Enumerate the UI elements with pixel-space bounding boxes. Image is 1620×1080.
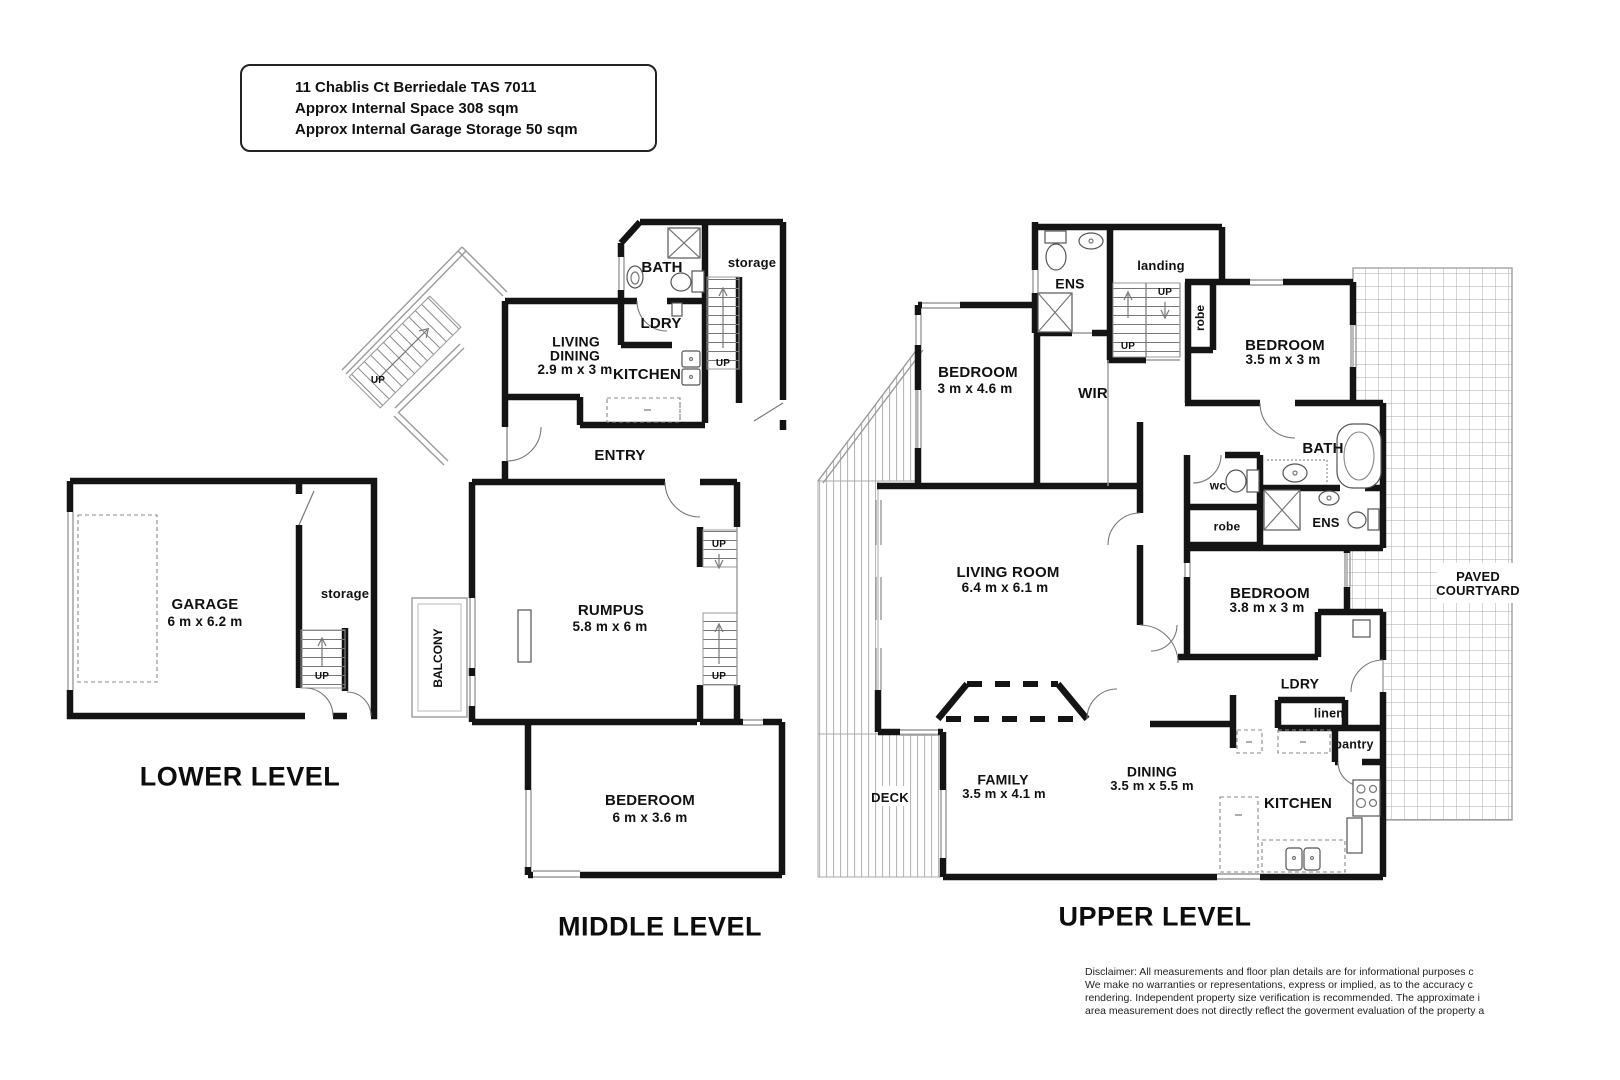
room-dims-bedroom-top: 3.5 m x 3 m [1245, 351, 1321, 367]
laundry-tub-icon [672, 303, 682, 316]
room-label-storage-lower: storage [320, 586, 370, 602]
up-label: UP [1120, 340, 1136, 352]
room-label-dining-upper: DINING [1126, 763, 1178, 780]
room-label-ens-top: ENS [1055, 275, 1085, 292]
room-label-wir: WIR [1078, 385, 1108, 403]
kitchen-counter [607, 398, 680, 422]
sink-icon [1319, 491, 1339, 505]
room-label-bedroom-middle: BEDEROOM [605, 792, 695, 810]
room-dims-living-room: 6.4 m x 6.1 m [961, 579, 1049, 595]
room-dims-rumpus: 5.8 m x 6 m [572, 618, 648, 634]
room-label-landing: landing [1137, 258, 1185, 274]
room-label-bedroom-left: BEDROOM [938, 364, 1018, 382]
stove-icon [1353, 780, 1380, 816]
stairs-external [342, 247, 507, 465]
sink-icon [1079, 233, 1103, 249]
room-label-kitchen-middle: KITCHEN [612, 366, 682, 384]
room-dims-bedroom-left: 3 m x 4.6 m [937, 380, 1013, 396]
disclaimer-line: rendering. Independent property size verification is recommended. The approximate i [1085, 992, 1480, 1004]
room-label-bedroom-top: BEDROOM [1245, 337, 1325, 355]
room-label-balcony: BALCONY [431, 628, 445, 688]
room-label-garage: GARAGE [171, 596, 239, 614]
kitchen-sink-icon [1286, 848, 1320, 870]
room-label-entry: ENTRY [594, 447, 646, 465]
room-label-deck: DECK [871, 790, 909, 806]
room-dims-dining-upper: 3.5 m x 5.5 m [1110, 778, 1194, 794]
level-title-lower: LOWER LEVEL [139, 761, 341, 792]
level-title-upper: UPPER LEVEL [1058, 901, 1252, 932]
toilet-icon [1045, 231, 1066, 270]
room-label-living-room: LIVING ROOM [956, 564, 1060, 582]
room-dims-bedroom-right: 3.8 m x 3 m [1229, 599, 1305, 615]
room-label-wc: wc [1209, 478, 1227, 493]
room-label-robe-top: robe [1193, 304, 1207, 332]
up-label: UP [715, 357, 731, 369]
garage-storage-line: Approx Internal Garage Storage 50 sqm [295, 121, 578, 138]
shower-icon [1038, 293, 1072, 332]
room-dims-family: 3.5 m x 4.1 m [962, 786, 1046, 802]
room-label-living: LIVING [552, 333, 600, 350]
shower-icon [1264, 490, 1300, 530]
up-label: UP [370, 374, 386, 386]
room-label-storage-middle: storage [727, 255, 777, 271]
up-label: UP [711, 538, 727, 550]
room-label-bath-upper: BATH [1302, 440, 1344, 458]
room-label-ldry-middle: LDRY [640, 315, 682, 333]
level-title-middle: MIDDLE LEVEL [557, 911, 763, 942]
disclaimer-line: area measurement does not directly reflect the goverment evaluation of the property a [1085, 1005, 1485, 1017]
room-label-robe-mid: robe [1213, 519, 1241, 534]
disclaimer-line: We make no warranties or representations, express or implied, as to the accuracy c [1085, 979, 1473, 991]
room-label-bath-middle: BATH [641, 259, 683, 277]
garage-door-area [78, 515, 157, 682]
up-label: UP [1157, 286, 1173, 298]
room-label-courtyard-line2: COURTYARD [1436, 583, 1520, 599]
room-label-linen: linen [1313, 706, 1345, 721]
disclaimer-line: Disclaimer: All measurements and floor plan details are for informational purposes c [1085, 966, 1474, 978]
toilet-icon [1226, 470, 1259, 492]
kitchen-sink-icon [682, 351, 700, 367]
room-label-kitchen-upper: KITCHEN [1263, 795, 1333, 813]
room-label-courtyard-line1: PAVED [1456, 569, 1500, 585]
room-label-ens-mid: ENS [1312, 515, 1340, 531]
room-label-family: FAMILY [977, 771, 1029, 788]
up-label: UP [314, 670, 330, 682]
disclaimer-text [1085, 966, 1620, 1018]
sink-icon [1283, 464, 1307, 482]
room-label-pantry: pantry [1334, 737, 1374, 752]
kitchen-counter [1220, 797, 1258, 872]
room-label-rumpus: RUMPUS [577, 602, 645, 620]
header-box [240, 64, 657, 152]
cupboard [518, 610, 531, 662]
up-label: UP [711, 670, 727, 682]
room-label-bedroom-right: BEDROOM [1230, 585, 1310, 603]
toilet-icon [1348, 509, 1379, 530]
bay-divider [938, 684, 1117, 719]
room-label-ldry-upper: LDRY [1280, 675, 1320, 692]
internal-space-line: Approx Internal Space 308 sqm [295, 100, 519, 117]
room-dims-garage: 6 m x 6.2 m [167, 613, 243, 629]
shower-icon [668, 228, 700, 258]
laundry-tub-icon [1353, 620, 1370, 637]
room-dims-bedroom-middle: 6 m x 3.6 m [612, 809, 688, 825]
room-label-dining: DINING [549, 347, 601, 364]
address-line: 11 Chablis Ct Berriedale TAS 7011 [295, 79, 537, 96]
room-dims-living-dining: 2.9 m x 3 m [537, 361, 613, 377]
